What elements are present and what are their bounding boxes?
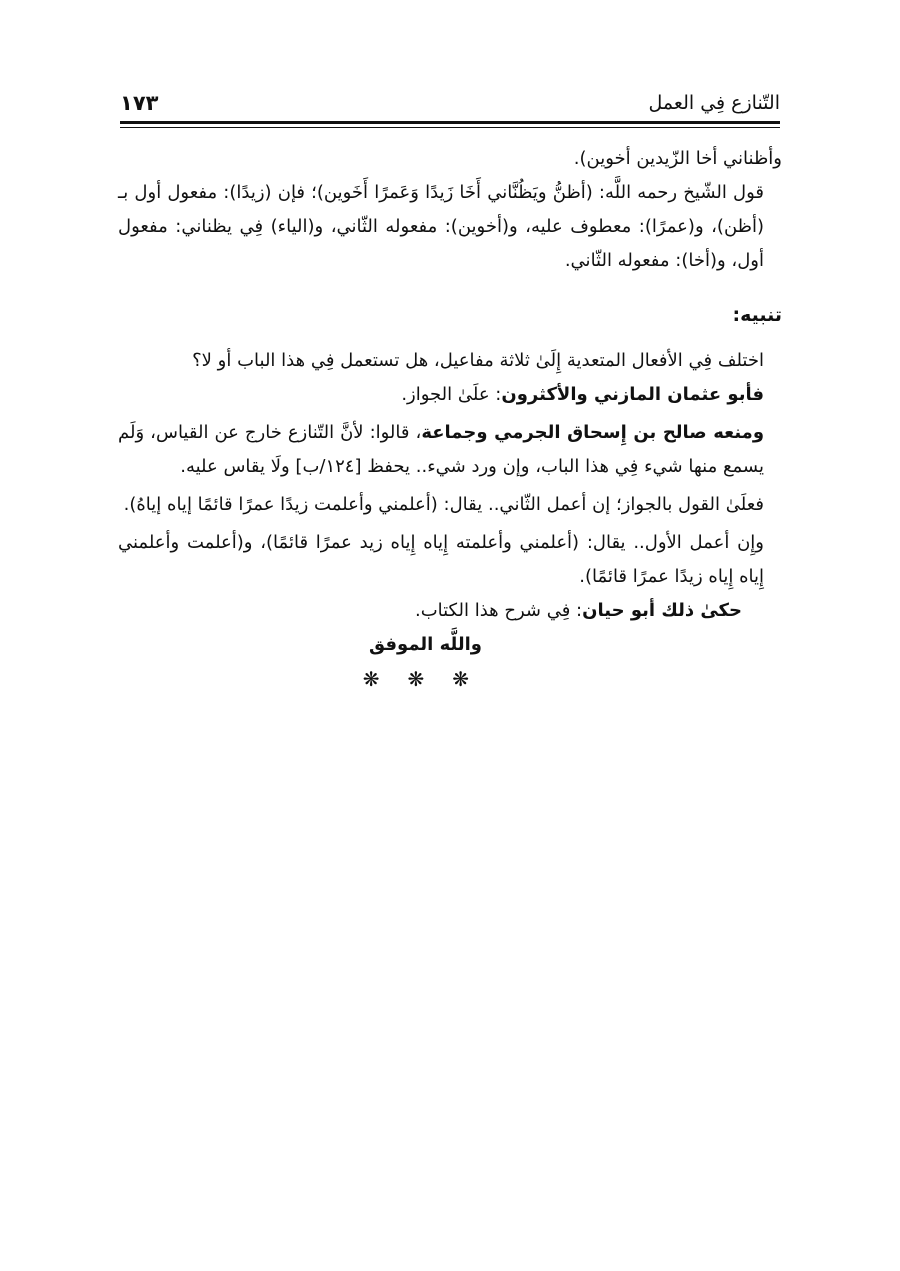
paragraph-5-lead: ومنعه صالح بن إِسحاق الجرمي وجماعة [421,422,765,443]
paragraph-7: وإِن أعمل الأول.. يقال: (أعلمني وأعلمته إِياه إِياه زيد عمرًا قائمًا)، و(أعلمت وأعلمني إِياه إِياه زيدًا عمرًا قائمًا). [118,532,764,587]
paragraph-5-rest: ، قالوا: لأنَّ التّنازع خارج عن القياس، وَلَم يسمع منها شيء فِي هذا الباب، وإن ورد شيء.. يحفظ [١٢٤/ب] ولَا يقاس عليه. [118,422,764,477]
paragraph-4-lead: فأبو عثمان المازني والأكثرون [501,384,764,405]
page-number: ١٧٣ [120,91,159,115]
section-heading: تنبيه: [732,304,782,326]
paragraph-8-rest: : فِي شرح هذا الكتاب. [414,600,583,621]
paragraph-8-lead: حكىٰ ذلك أبو حيان [582,600,742,621]
closing-line: واللَّه الموفق [369,634,482,655]
paragraph-4 [118,378,782,412]
paragraph-6: فعلَىٰ القول بالجواز؛ إن أعمل الثّاني.. يقال: (أعلمني وأعلمت زيدًا عمرًا قائمًا إياه إياهُ). [123,494,764,515]
header-rule-thin [120,127,780,128]
paragraph-1: وأظناني أخا الزّيدين أخوين). [573,148,782,169]
paragraph-3: اختلف فِي الأفعال المتعدية إِلَىٰ ثلاثة مفاعيل، هل تستعمل فِي هذا الباب أو لا؟ [192,350,764,371]
header-rule-thick [120,121,780,124]
paragraph-2: قول الشّيخ رحمه اللَّه: (أظنُّ ويَظُنَّاني أَخَا زَيدًا وَعَمرًا أَخَوين)؛ فإن (زيدًا): مفعول أول بـ (أظن)، و(عمرًا): معطوف عليه، و(أخوين): مفعوله الثّاني، و(الياء) فِي يظناني: مفعول أول، و(أخا): مفعوله الثّاني. [118,182,764,271]
running-header [120,86,780,116]
section-end-stars: ❋❋❋ [362,667,497,691]
paragraph-5 [118,416,782,484]
paragraph-8 [118,594,782,628]
body-text [118,142,782,696]
header-title: التّنازع فِي العمل [648,92,780,114]
paragraph-4-rest: : علَىٰ الجواز. [401,384,502,405]
